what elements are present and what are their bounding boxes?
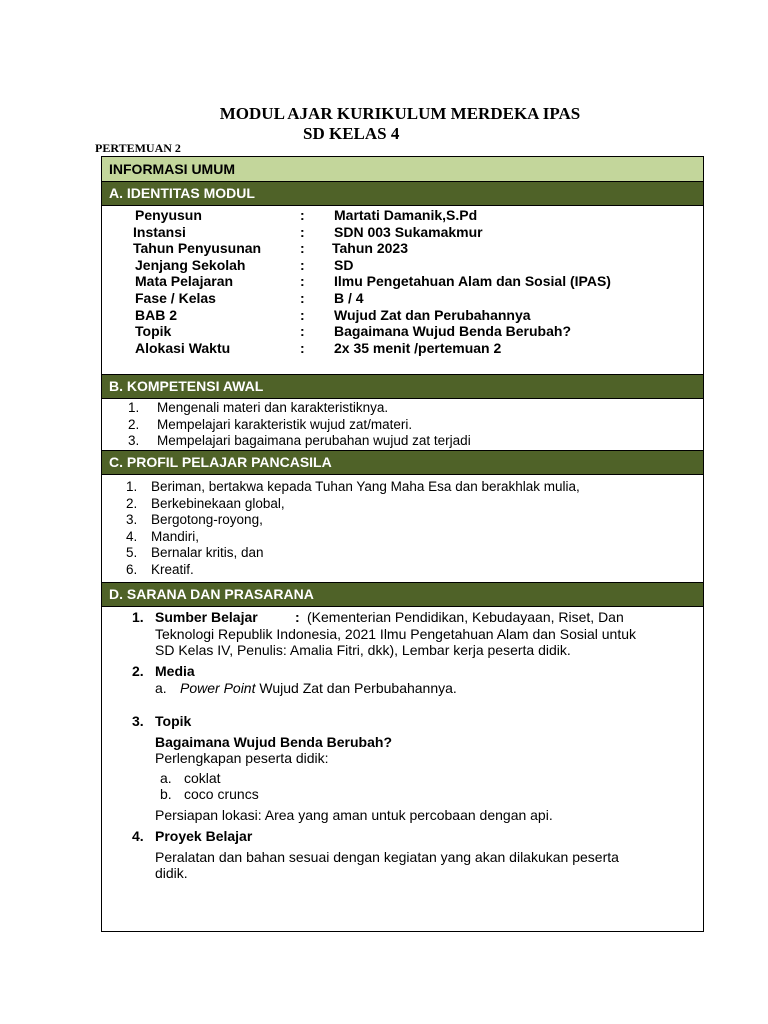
list-number: 5. xyxy=(126,545,138,560)
list-number: 2. xyxy=(132,663,144,679)
module-table xyxy=(101,156,704,932)
document-title: MODUL AJAR KURIKULUM MERDEKA IPAS xyxy=(219,104,581,123)
identitas-label-penyusun: Penyusun xyxy=(135,207,202,223)
identitas-value-penyusun: Martati Damanik,S.Pd xyxy=(334,207,478,223)
colon: : xyxy=(300,307,305,323)
sumber-belajar xyxy=(132,609,702,659)
list-item xyxy=(128,400,471,417)
sumber-belajar-text: Teknologi Republik Indonesia, 2021 Ilmu Pengetahuan Alam dan Sosial untuk xyxy=(155,625,636,642)
list-number: 1. xyxy=(128,400,140,415)
list-number: 1. xyxy=(126,479,138,494)
list-number: a. xyxy=(155,679,167,696)
identitas-label-alokasi: Alokasi Waktu xyxy=(135,340,231,356)
list-number: 4. xyxy=(132,828,144,844)
list-text: Kreatif. xyxy=(151,561,194,577)
profil-pancasila-header: C. PROFIL PELAJAR PANCASILA xyxy=(102,450,703,475)
identitas-label-fase: Fase / Kelas xyxy=(135,290,216,306)
identitas-value-fase: B / 4 xyxy=(334,290,364,306)
identitas-value-bab: Wujud Zat dan Perubahannya xyxy=(334,307,531,323)
perlengkapan-label: Perlengkapan peserta didik: xyxy=(155,750,329,766)
identitas-value-mapel: Ilmu Pengetahuan Alam dan Sosial (IPAS) xyxy=(334,273,611,289)
list-text: Mandiri, xyxy=(151,528,200,544)
kompetensi-awal-header: B. KOMPETENSI AWAL xyxy=(102,374,703,399)
topik-label: Topik xyxy=(155,713,192,729)
list-item xyxy=(126,545,580,562)
list-number: 1. xyxy=(132,609,144,625)
meeting-label: PERTEMUAN 2 xyxy=(95,141,181,155)
list-number: 2. xyxy=(126,495,138,511)
sumber-belajar-label: Sumber Belajar xyxy=(155,609,258,625)
list-number: 4. xyxy=(126,528,138,544)
colon: : xyxy=(300,224,305,240)
colon: : xyxy=(300,340,305,356)
list-text: Mengenali materi dan karakteristiknya. xyxy=(157,400,389,415)
colon: : xyxy=(300,240,305,256)
list-number: 3. xyxy=(132,713,144,729)
identitas-value-jenjang: SD xyxy=(334,257,354,273)
colon: : xyxy=(300,257,305,273)
list-item xyxy=(126,562,580,579)
colon: : xyxy=(300,323,305,339)
list-item xyxy=(126,529,580,546)
identitas-label-topik: Topik xyxy=(135,323,172,339)
identitas-value-instansi: SDN 003 Sukamakmur xyxy=(334,224,483,240)
proyek-belajar-label: Proyek Belajar xyxy=(155,828,253,844)
list-text: Bergotong-royong, xyxy=(151,512,263,527)
list-item xyxy=(128,417,471,434)
identitas-value-alokasi: 2x 35 menit /pertemuan 2 xyxy=(334,340,502,356)
sarana-prasarana-header: D. SARANA DAN PRASARANA xyxy=(102,582,703,607)
list-text: Mempelajari bagaimana perubahan wujud zat terjadi xyxy=(157,433,471,448)
list-text: Beriman, bertakwa kepada Tuhan Yang Maha Esa dan berakhlak mulia, xyxy=(151,479,580,494)
colon: : xyxy=(300,207,305,223)
list-number: 3. xyxy=(126,512,138,527)
identitas-label-jenjang: Jenjang Sekolah xyxy=(135,257,246,273)
media-label: Media xyxy=(155,663,195,679)
list-item xyxy=(126,496,580,513)
list-text: Mempelajari karakteristik wujud zat/materi. xyxy=(157,416,413,432)
list-text: coco cruncs xyxy=(184,786,259,802)
list-number: 3. xyxy=(128,433,140,448)
proyek-belajar-text: didik. xyxy=(155,865,188,881)
identitas-label-instansi: Instansi xyxy=(133,224,186,240)
topik-question: Bagaimana Wujud Benda Berubah? xyxy=(155,733,392,750)
colon: : xyxy=(300,290,305,306)
sumber-belajar-text: SD Kelas IV, Penulis: Amalia Fitri, dkk), Lembar kerja peserta didik. xyxy=(155,642,571,658)
list-number: 2. xyxy=(128,416,140,432)
identitas-value-topik: Bagaimana Wujud Benda Berubah? xyxy=(334,323,571,339)
profil-pancasila-list xyxy=(126,479,580,578)
topik-section xyxy=(132,713,702,823)
list-number: a. xyxy=(160,769,172,786)
media-item-italic: Power Point xyxy=(180,679,256,696)
proyek-belajar-text: Peralatan dan bahan sesuai dengan kegiatan yang akan dilakukan peserta xyxy=(155,848,619,865)
list-text: Bernalar kritis, dan xyxy=(151,545,264,560)
identitas-label-mapel: Mata Pelajaran xyxy=(135,273,234,289)
list-text: coklat xyxy=(184,769,221,786)
persiapan-lokasi: Persiapan lokasi: Area yang aman untuk percobaan dengan api. xyxy=(155,806,553,823)
colon: : xyxy=(300,273,305,289)
media-section xyxy=(132,663,702,696)
proyek-belajar-section xyxy=(132,828,702,882)
list-item xyxy=(132,786,702,803)
identitas-value-tahun: Tahun 2023 xyxy=(332,240,408,256)
document-subtitle: SD KELAS 4 xyxy=(303,124,400,143)
colon: : xyxy=(295,609,300,625)
list-number: 6. xyxy=(126,561,138,577)
identitas-modul-header: A. IDENTITAS MODUL xyxy=(102,182,703,206)
informasi-umum-header: INFORMASI UMUM xyxy=(102,157,703,182)
list-text: Berkebinekaan global, xyxy=(151,495,285,511)
identitas-label-tahun: Tahun Penyusunan xyxy=(133,240,262,256)
list-item xyxy=(128,433,471,450)
list-item xyxy=(126,479,580,496)
kompetensi-awal-list xyxy=(128,400,471,450)
identitas-modul-list xyxy=(102,207,702,367)
list-number: b. xyxy=(160,786,172,802)
identitas-label-bab: BAB 2 xyxy=(135,307,178,323)
list-item xyxy=(126,512,580,529)
sumber-belajar-text: (Kementerian Pendidikan, Kebudayaan, Riset, Dan xyxy=(307,609,624,625)
media-item-text: Wujud Zat dan Perbubahannya. xyxy=(255,679,457,696)
list-item xyxy=(132,770,702,787)
